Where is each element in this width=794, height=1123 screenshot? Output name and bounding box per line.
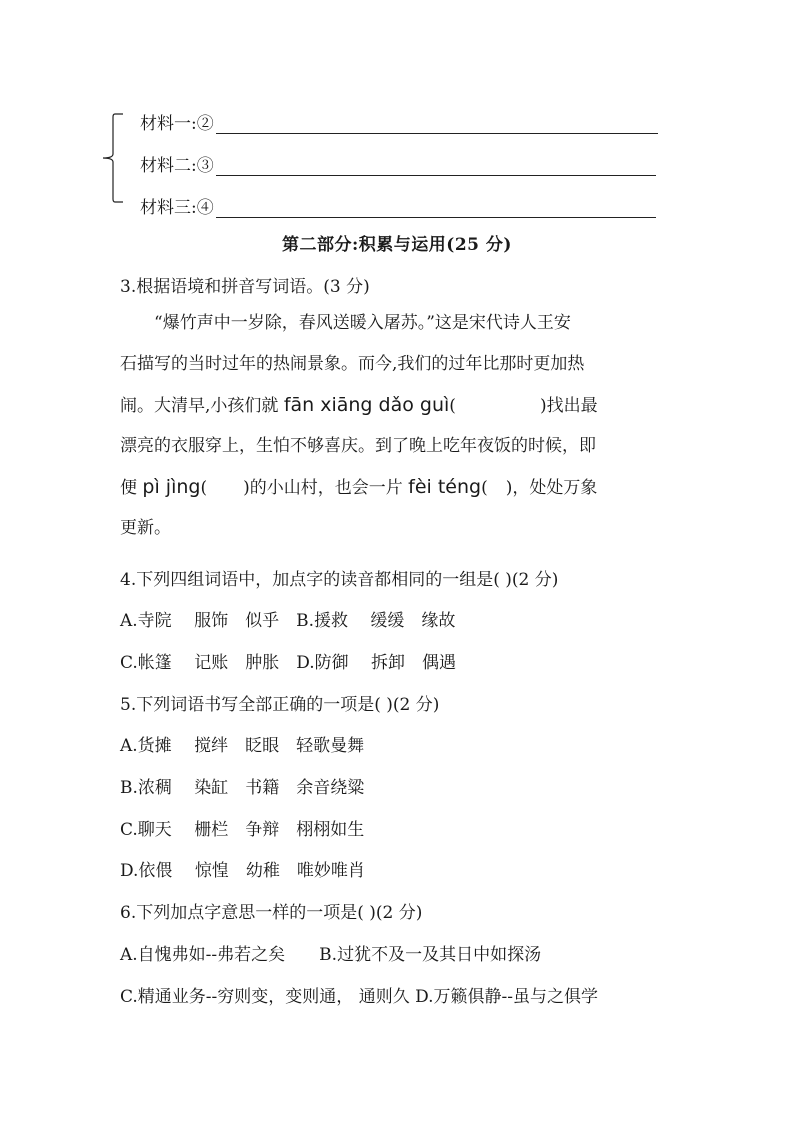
q5-stem: 5.下列词语书写全部正确的一项是( )(2 分) [120,695,440,715]
q6-stem: 6.下列加点字意思一样的一项是( )(2 分) [120,903,423,923]
passage-line [120,303,676,344]
passage-text: 更新。 [120,518,171,538]
paren-open: ( [200,478,208,498]
section-title: 第二部分:积累与运用(25 分) [282,235,512,255]
passage-text: 漂亮的衣服穿上，生怕不够喜庆。到了晚上吃年夜饭的时候，即 [120,436,596,456]
passage-text: 便 [120,478,137,498]
pinyin-prompt: fèi téng [408,476,482,498]
material-row-2 [140,146,656,176]
material-label: 材料二:③ [140,156,214,176]
passage-text: 石描写的当时过年的热闹景象。而今,我们的过年比那时更加热 [120,354,585,374]
q6-options-ab[interactable]: A.自愧弗如--弗若之矣 B.过犹不及一及其日中如探汤 [120,945,542,965]
q3-stem: 3.根据语境和拼音写词语。(3 分) [120,277,370,297]
passage-line [120,344,676,385]
brace-bracket [101,112,125,204]
material-row-1 [140,104,658,134]
passage-text: “爆竹声中一岁除，春风送暖入屠苏。”这是宋代诗人王安 [154,313,571,333]
q5-option-c[interactable]: C.聊天 栅栏 争辩 栩栩如生 [120,820,365,840]
passage-text: 闹。大清早,小孩们就 [120,396,279,416]
q6-options-cd[interactable]: C.精通业务--穷则变，变则通， 通则久 D.万籁俱静--虽与之俱学 [120,987,599,1007]
passage-text: )，处处万象 [505,478,598,498]
answer-blank[interactable] [216,113,658,134]
passage-text: )找出最 [539,396,598,416]
paren-open: ( [449,396,456,416]
answer-blank[interactable] [216,155,656,176]
q5-option-a[interactable]: A.货摊 搅绊 眨眼 轻歌曼舞 [120,736,365,756]
pinyin-prompt: fān xiāng dǎo guì [283,394,450,416]
answer-blank[interactable] [216,197,656,218]
passage-text: )的小山村，也会一片 [243,478,403,498]
passage-line [120,508,676,549]
paren-open: ( [481,478,488,498]
q4-options-ab[interactable]: A.寺院 服饰 似乎 B.援救 缓缓 缘故 [120,611,456,631]
material-row-3 [140,188,656,218]
q3-passage [120,303,676,549]
q5-option-d[interactable]: D.依偎 惊惶 幼稚 唯妙唯肖 [120,861,365,881]
passage-line [120,426,676,467]
passage-line [120,467,676,508]
pinyin-prompt: pì jìng [142,476,201,498]
material-label: 材料三:④ [140,198,214,218]
q4-options-cd[interactable]: C.帐篷 记账 肿胀 D.防御 拆卸 偶遇 [120,653,457,673]
material-label: 材料一:② [140,114,214,134]
q5-option-b[interactable]: B.浓稠 染缸 书籍 余音绕粱 [120,778,365,798]
passage-line [120,385,676,426]
q4-stem: 4.下列四组词语中，加点字的读音都相同的一组是( )(2 分) [120,570,559,590]
